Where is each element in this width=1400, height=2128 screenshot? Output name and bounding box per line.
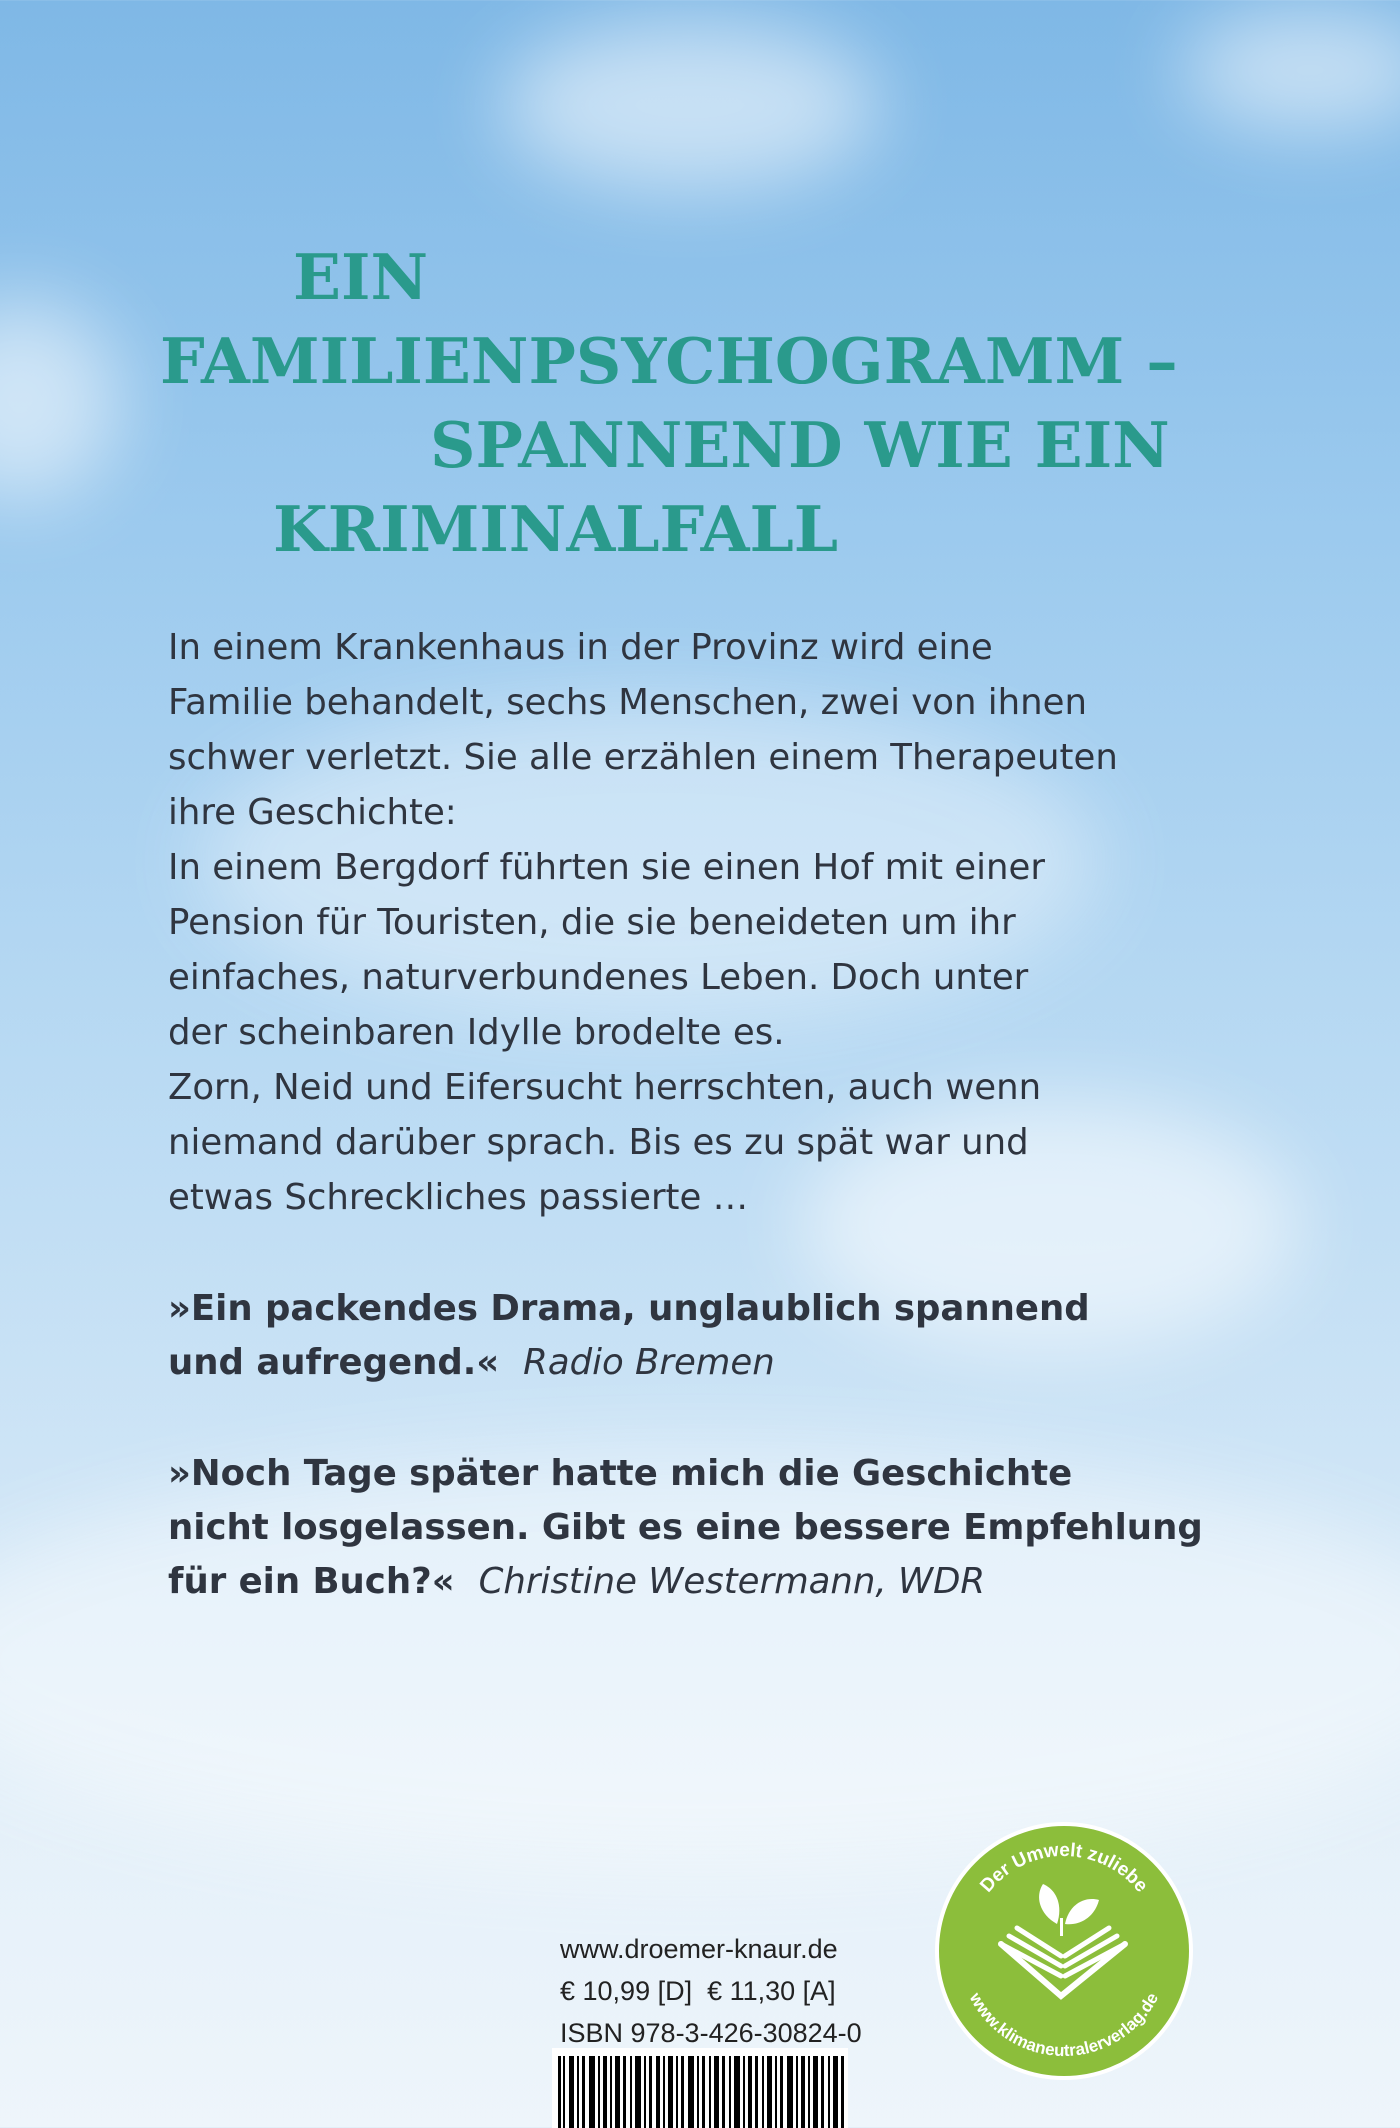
- svg-text:www.klimaneutralerverlag.de: [965, 1989, 1162, 2061]
- publisher-website: www.droemer-knaur.de: [560, 1934, 838, 1964]
- quote-source: Christine Westermann, WDR: [478, 1561, 986, 1602]
- blurb-line: Zorn, Neid und Eifersucht herrschten, auch wenn: [168, 1067, 1042, 1108]
- headline-line-2: FAMILIENPSYCHOGRAMM –: [160, 324, 1178, 398]
- publisher-info: [560, 1928, 890, 2054]
- svg-text:Der Umwelt zuliebe: [976, 1840, 1152, 1897]
- quote-text: und aufregend.«: [168, 1342, 500, 1383]
- seal-bottom-text: www.klimaneutralerverlag.de: [965, 1989, 1163, 2061]
- headline-line-4: KRIMINALFALL: [273, 492, 839, 566]
- book-icon: [1001, 1928, 1125, 1996]
- review-quote-2: [168, 1447, 1268, 1609]
- quote-text: nicht losgelassen. Gibt es eine bessere Empfehlung: [168, 1507, 1203, 1548]
- blurb-line: Familie behandelt, sechs Menschen, zwei von ihnen: [168, 682, 1087, 723]
- seal-top-text: Der Umwelt zuliebe: [976, 1839, 1152, 1897]
- quote-text: für ein Buch?«: [168, 1561, 455, 1602]
- quote-text: »Noch Tage später hatte mich die Geschichte: [168, 1453, 1073, 1494]
- blurb-line: der scheinbaren Idylle brodelte es.: [168, 1012, 785, 1053]
- headline-line-3: SPANNEND WIE EIN: [430, 408, 1170, 482]
- blurb-line: schwer verletzt. Sie alle erzählen einem Therapeuten: [168, 737, 1118, 778]
- quote-text: »Ein packendes Drama, unglaublich spannend: [168, 1288, 1090, 1329]
- isbn: ISBN 978-3-426-30824-0: [560, 2018, 862, 2048]
- blurb: [168, 620, 1228, 1225]
- blurb-line: einfaches, naturverbundenes Leben. Doch unter: [168, 957, 1029, 998]
- headline-line-1: EIN: [293, 240, 429, 314]
- barcode: [552, 2048, 848, 2128]
- blurb-line: etwas Schreckliches passierte …: [168, 1177, 749, 1218]
- leaf-icon: [1039, 1884, 1099, 1936]
- blurb-line: In einem Bergdorf führten sie einen Hof mit einer: [168, 847, 1045, 888]
- blurb-line: In einem Krankenhaus in der Provinz wird eine: [168, 627, 993, 668]
- sky-cloud: [0, 300, 120, 500]
- eco-seal: [935, 1822, 1193, 2080]
- barcode-icon: [552, 2048, 848, 2128]
- eco-seal-icon: [939, 1826, 1189, 2076]
- quote-source: Radio Bremen: [523, 1342, 775, 1383]
- blurb-line: Pension für Touristen, die sie beneideten um ihr: [168, 902, 1016, 943]
- sky-cloud: [1180, 10, 1400, 130]
- price: € 10,99 [D] € 11,30 [A]: [560, 1976, 836, 2006]
- sky-cloud: [500, 20, 880, 190]
- blurb-line: niemand darüber sprach. Bis es zu spät war und: [168, 1122, 1029, 1163]
- review-quote-1: [168, 1282, 1268, 1390]
- blurb-line: ihre Geschichte:: [168, 792, 457, 833]
